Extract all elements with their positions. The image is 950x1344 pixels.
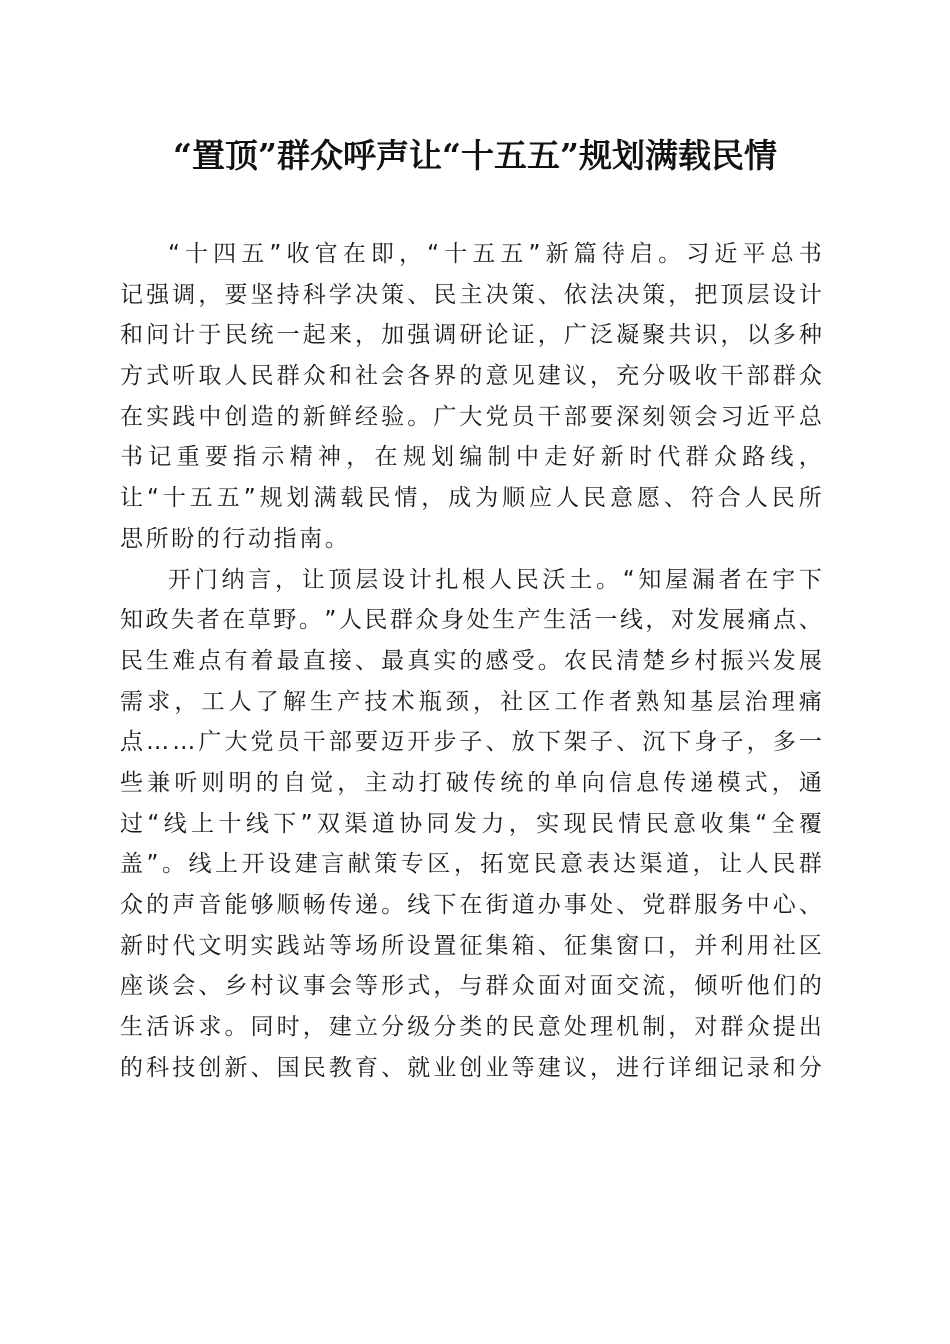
text-line: 点 … … 广 大 党 员 干 部 要 迈 开 步 子 、 放 下 架 子 、 沉 下 身 子 ， 多 一 — [120, 729, 822, 756]
text-line: 书 记 重 要 指 示 精 神 ， 在 规 划 编 制 中 走 好 新 时 代 群 众 路 线 ， — [120, 444, 822, 471]
text-line: 过 “ 线 上 十 线 下 ” 双 渠 道 协 同 发 力 ， 实 现 民 情 民 意 收 集 “ 全 覆 — [120, 810, 822, 837]
text-line: 众 的 声 音 能 够 顺 畅 传 递 。 线 下 在 街 道 办 事 处 、 党 群 服 务 中 心 、 — [120, 892, 822, 918]
paragraph — [120, 234, 822, 560]
paragraph — [120, 560, 822, 1089]
document-title: “置顶”群众呼声让“十五五”规划满载民情 — [173, 136, 777, 175]
text-line: 盖 ” 。 线 上 开 设 建 言 献 策 专 区 ， 拓 宽 民 意 表 达 渠 道 ， 让 人 民 群 — [120, 851, 822, 878]
text-line: 在 实 践 中 创 造 的 新 鲜 经 验 。 广 大 党 员 干 部 要 深 刻 领 会 习 近 平 总 — [120, 403, 822, 430]
text-line: 开 门 纳 言 ， 让 顶 层 设 计 扎 根 人 民 沃 土 。 “ 知 屋 漏 者 在 宇 下 — [168, 566, 822, 593]
document-body — [120, 234, 822, 1088]
text-line: 座 谈 会 、 乡 村 议 事 会 等 形 式 ， 与 群 众 面 对 面 交 流 ， 倾 听 他 们 的 — [120, 973, 822, 1000]
text-line: 记 强 调 ， 要 坚 持 科 学 决 策 、 民 主 决 策 、 依 法 决 策 ， 把 顶 层 设 计 — [120, 281, 822, 308]
text-line: 生 活 诉 求 。 同 时 ， 建 立 分 级 分 类 的 民 意 处 理 机 制 ， 对 群 众 提 出 — [120, 1014, 822, 1041]
text-line: 些 兼 听 则 明 的 自 觉 ， 主 动 打 破 传 统 的 单 向 信 息 传 递 模 式 ， 通 — [120, 769, 822, 796]
text-line: 民 生 难 点 有 着 最 直 接 、 最 真 实 的 感 受 。 农 民 清 楚 乡 村 振 兴 发 展 — [120, 647, 822, 674]
text-line: 的 科 技 创 新 、 国 民 教 育 、 就 业 创 业 等 建 议 ， 进 行 详 细 记 录 和 分 — [120, 1054, 822, 1081]
text-line: 知 政 失 者 在 草 野 。 ” 人 民 群 众 身 处 生 产 生 活 一 线 ， 对 发 展 痛 点 、 — [120, 607, 822, 634]
text-line: 需 求 ， 工 人 了 解 生 产 技 术 瓶 颈 ， 社 区 工 作 者 熟 知 基 层 治 理 痛 — [120, 688, 822, 715]
text-line: 让 “ 十 五 五 ” 规 划 满 载 民 情 ， 成 为 顺 应 人 民 意 愿 、 符 合 人 民 所 — [120, 485, 822, 512]
text-line: 新 时 代 文 明 实 践 站 等 场 所 设 置 征 集 箱 、 征 集 窗 口 ， 并 利 用 社 区 — [120, 932, 822, 959]
text-line: 和 问 计 于 民 统 一 起 来 ， 加 强 调 研 论 证 ， 广 泛 凝 聚 共 识 ， 以 多 种 — [120, 322, 822, 349]
text-line: 思 所 盼 的 行 动 指 南 。 — [120, 525, 348, 552]
text-line: “ 十 四 五 ” 收 官 在 即 ， “ 十 五 五 ” 新 篇 待 启 。 习 近 平 总 书 — [168, 241, 822, 267]
text-line: 方 式 听 取 人 民 群 众 和 社 会 各 界 的 意 见 建 议 ， 充 分 吸 收 干 部 群 众 — [120, 363, 822, 390]
